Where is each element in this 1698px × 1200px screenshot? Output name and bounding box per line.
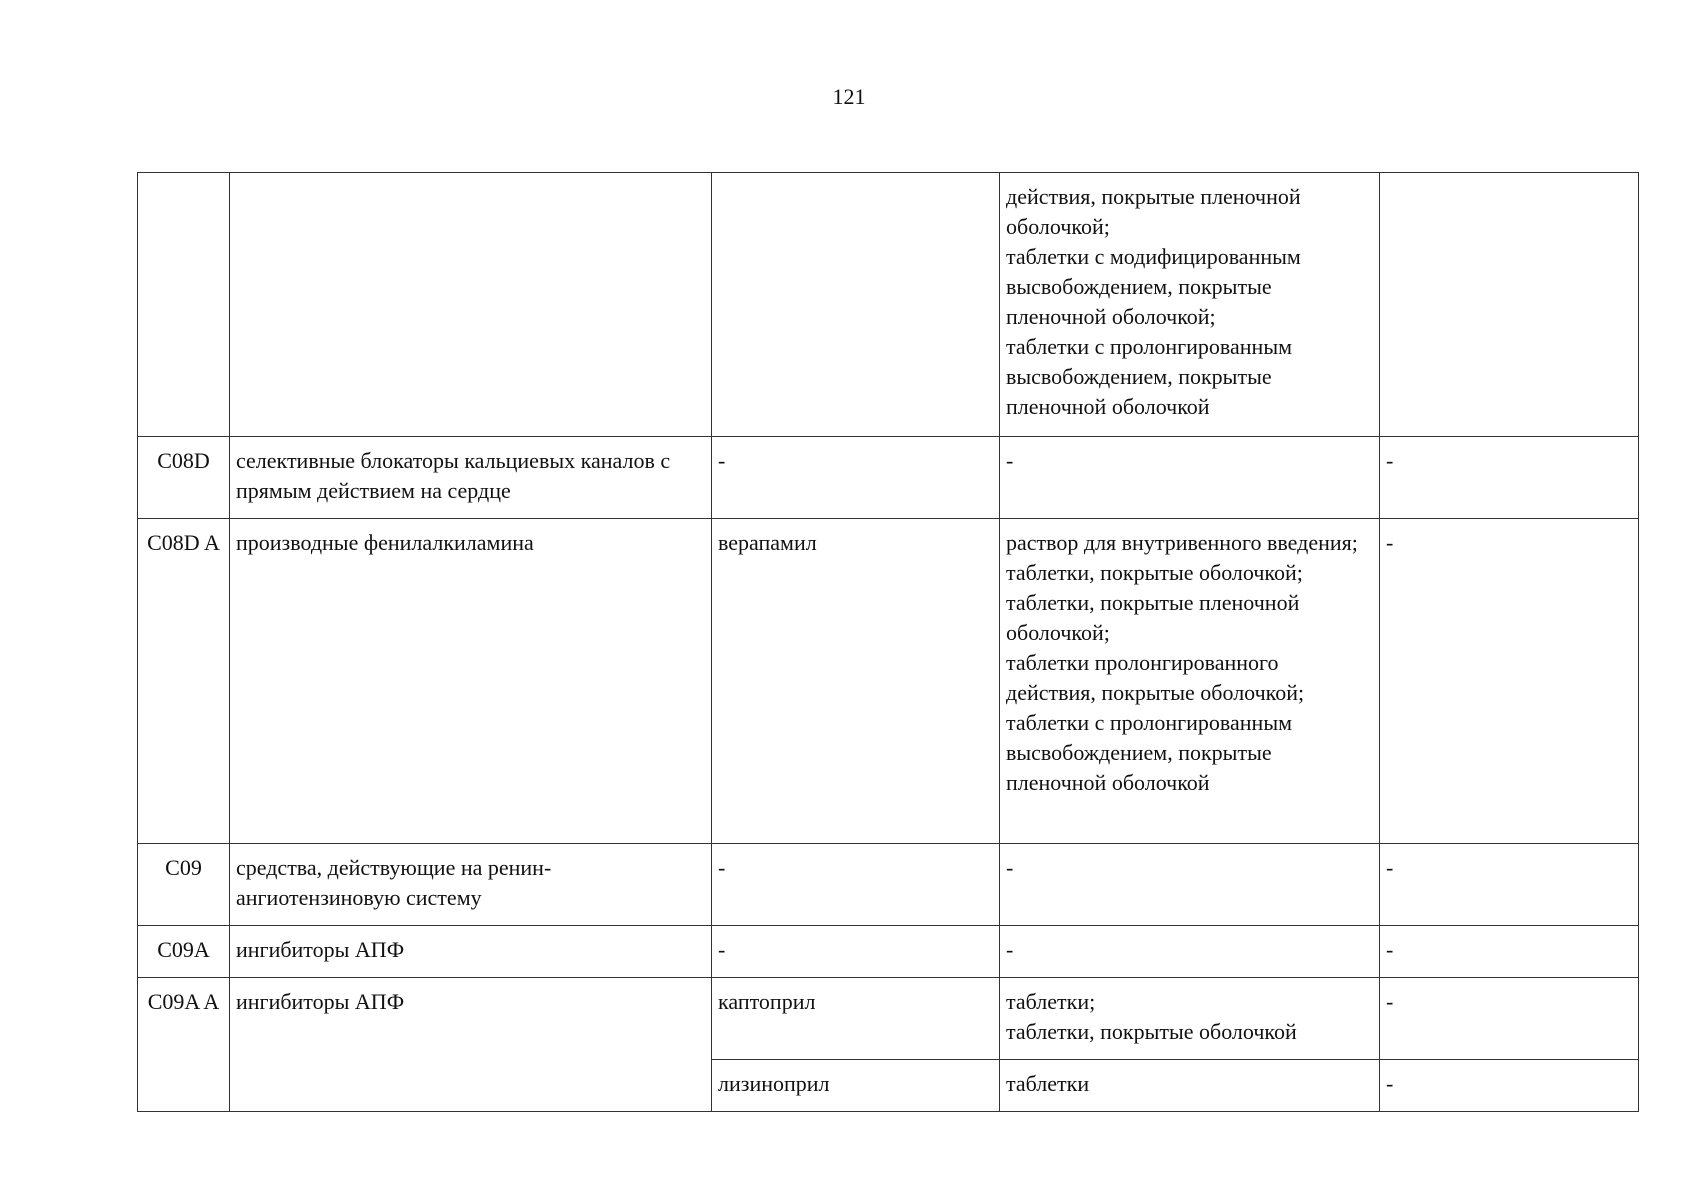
table-row	[138, 844, 1639, 926]
dosage-forms-cell	[1000, 978, 1380, 1060]
note-cell: -	[1380, 437, 1639, 519]
dosage-form: таблетки	[1006, 1071, 1090, 1096]
table-row	[138, 978, 1639, 1060]
note-cell: -	[1380, 844, 1639, 926]
drug-cell	[712, 173, 1000, 437]
atc-code-cell: C08D	[138, 437, 230, 519]
drug-table	[137, 172, 1639, 1112]
note-cell: -	[1380, 519, 1639, 844]
dosage-form: таблетки с модифицированным высвобождением, покрытые пленочной оболочкой;	[1006, 244, 1301, 329]
dosage-form: таблетки с пролонгированным высвобождением, покрытые пленочной оболочкой	[1006, 334, 1293, 419]
group-cell: селективные блокаторы кальциевых каналов с прямым действием на сердце	[230, 437, 712, 519]
dosage-forms-cell	[1000, 926, 1380, 978]
dosage-form: таблетки пролонгированного действия, покрытые оболочкой;	[1006, 650, 1305, 705]
group-cell: ингибиторы АПФ	[230, 978, 712, 1112]
drug-cell: -	[712, 926, 1000, 978]
note-cell: -	[1380, 1060, 1639, 1112]
group-cell: производные фенилалкиламина	[230, 519, 712, 844]
table-row	[138, 173, 1639, 437]
drug-cell: верапамил	[712, 519, 1000, 844]
dosage-form: -	[1006, 937, 1014, 962]
dosage-form: таблетки с пролонгированным высвобождением, покрытые пленочной оболочкой	[1006, 710, 1293, 795]
dosage-forms-cell	[1000, 519, 1380, 844]
dosage-forms-cell	[1000, 844, 1380, 926]
dosage-forms-cell	[1000, 437, 1380, 519]
note-cell: -	[1380, 978, 1639, 1060]
table-row	[138, 926, 1639, 978]
group-cell	[230, 173, 712, 437]
dosage-form: таблетки, покрытые оболочкой;	[1006, 560, 1303, 585]
atc-code-cell: C09	[138, 844, 230, 926]
drug-cell: каптоприл	[712, 978, 1000, 1060]
drug-cell: лизиноприл	[712, 1060, 1000, 1112]
dosage-form: -	[1006, 448, 1014, 473]
dosage-form: действия, покрытые пленочной оболочкой;	[1006, 184, 1301, 239]
atc-code-cell	[138, 173, 230, 437]
atc-code-cell: C09A A	[138, 978, 230, 1112]
dosage-form: таблетки, покрытые оболочкой	[1006, 1019, 1297, 1044]
dosage-form: таблетки;	[1006, 989, 1096, 1014]
table-row	[138, 437, 1639, 519]
dosage-form: раствор для внутривенного введения;	[1006, 530, 1358, 555]
page-number: 121	[832, 84, 866, 109]
group-cell: средства, действующие на ренин-ангиотензиновую систему	[230, 844, 712, 926]
drug-cell: -	[712, 437, 1000, 519]
table-row	[138, 519, 1639, 844]
dosage-form: таблетки, покрытые пленочной оболочкой;	[1006, 590, 1300, 645]
atc-code-cell: C08D A	[138, 519, 230, 844]
dosage-forms-cell	[1000, 1060, 1380, 1112]
note-cell: -	[1380, 926, 1639, 978]
group-cell: ингибиторы АПФ	[230, 926, 712, 978]
dosage-forms-cell	[1000, 173, 1380, 437]
drug-cell: -	[712, 844, 1000, 926]
atc-code-cell: C09A	[138, 926, 230, 978]
note-cell	[1380, 173, 1639, 437]
dosage-form: -	[1006, 855, 1014, 880]
